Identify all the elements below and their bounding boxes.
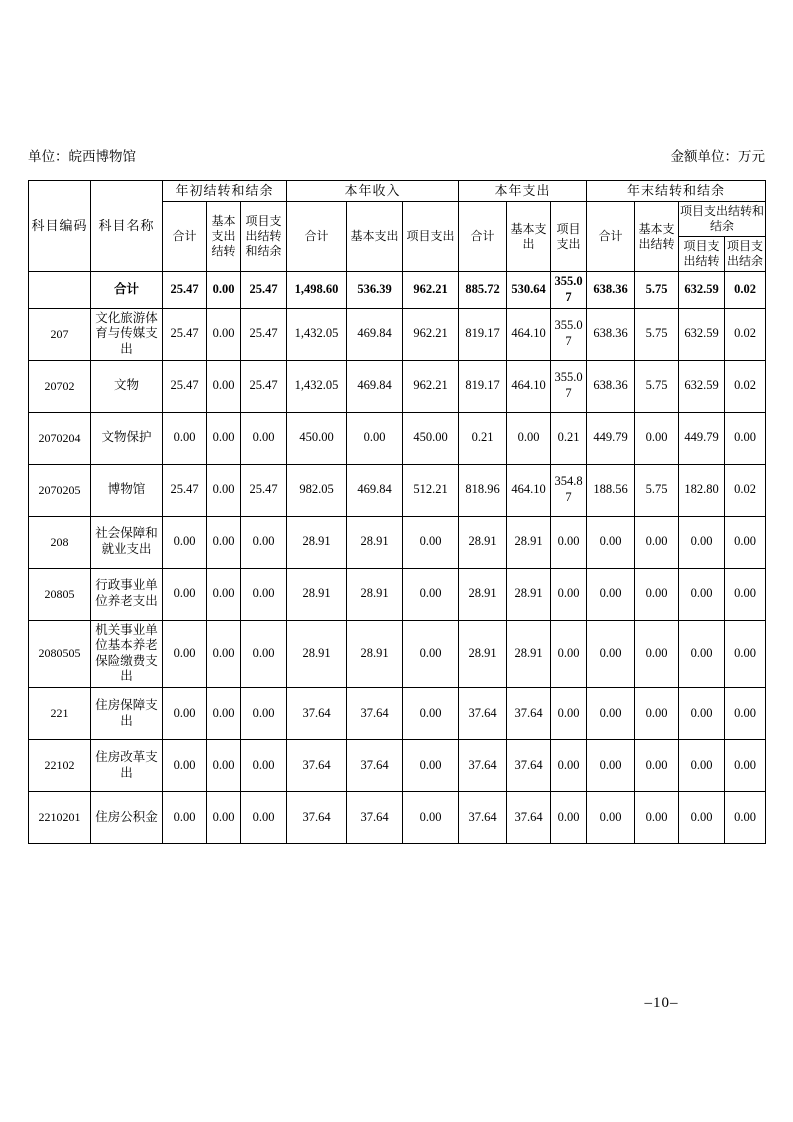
cell-value: 0.00 [403,620,459,688]
cell-value: 0.00 [587,620,635,688]
cell-value: 0.00 [679,792,725,844]
cell-value: 0.00 [403,792,459,844]
cell-value: 0.02 [725,308,766,360]
cell-value: 28.91 [507,568,551,620]
cell-value: 28.91 [287,620,347,688]
cell-value: 819.17 [459,360,507,412]
cell-value: 0.00 [587,688,635,740]
cell-value: 885.72 [459,272,507,308]
header-expend-basic: 基本支出 [507,202,551,272]
table-row [29,272,766,308]
cell-value: 450.00 [287,412,347,464]
cell-value: 0.00 [163,688,207,740]
cell-value: 469.84 [347,360,403,412]
cell-value: 37.64 [347,740,403,792]
cell-value: 0.00 [207,272,241,308]
cell-value: 28.91 [507,516,551,568]
cell-value: 0.00 [587,568,635,620]
cell-value: 632.59 [679,272,725,308]
cell-value: 0.21 [551,412,587,464]
header-group-year-expenditure: 本年支出 [459,181,587,202]
cell-value: 0.00 [725,412,766,464]
cell-value: 0.00 [241,568,287,620]
cell-value: 28.91 [287,516,347,568]
cell-value: 25.47 [163,308,207,360]
cell-value: 37.64 [347,792,403,844]
cell-value: 5.75 [635,308,679,360]
cell-value: 0.00 [241,516,287,568]
cell-code: 2070205 [29,464,91,516]
cell-value: 1,432.05 [287,308,347,360]
cell-value: 962.21 [403,360,459,412]
header-close-total: 合计 [587,202,635,272]
page-number: –10– [644,995,679,1011]
cell-name: 文化旅游体育与传媒支出 [91,308,163,360]
cell-code [29,272,91,308]
cell-value: 0.00 [163,516,207,568]
cell-code: 207 [29,308,91,360]
cell-value: 0.00 [725,792,766,844]
cell-value: 464.10 [507,360,551,412]
cell-value: 0.00 [207,412,241,464]
cell-value: 0.00 [587,792,635,844]
header-col-name: 科目名称 [91,181,163,272]
table-row [29,464,766,516]
cell-value: 37.64 [459,792,507,844]
cell-value: 37.64 [459,688,507,740]
header-col-code: 科目编码 [29,181,91,272]
cell-value: 28.91 [347,516,403,568]
cell-value: 638.36 [587,308,635,360]
cell-value: 25.47 [163,360,207,412]
cell-name: 文物保护 [91,412,163,464]
cell-value: 0.00 [725,740,766,792]
table-row [29,308,766,360]
cell-value: 0.00 [679,740,725,792]
cell-value: 0.00 [207,688,241,740]
header-row-groups [29,181,766,202]
cell-value: 0.00 [207,516,241,568]
cell-value: 355.07 [551,272,587,308]
cell-value: 0.00 [241,792,287,844]
table-row [29,568,766,620]
header-expend-project: 项目支出 [551,202,587,272]
cell-name: 社会保障和就业支出 [91,516,163,568]
cell-value: 0.00 [507,412,551,464]
cell-value: 0.00 [207,464,241,516]
meta-row [28,145,765,165]
cell-value: 0.00 [241,688,287,740]
cell-value: 0.00 [635,620,679,688]
cell-value: 5.75 [635,464,679,516]
amount-unit-label: 金额单位：万元 [670,149,765,164]
cell-value: 5.75 [635,272,679,308]
cell-name: 合计 [91,272,163,308]
cell-value: 37.64 [347,688,403,740]
cell-value: 0.00 [635,568,679,620]
cell-value: 469.84 [347,308,403,360]
cell-value: 0.00 [551,740,587,792]
cell-value: 0.00 [403,688,459,740]
header-close-project-group: 项目支出结转和结余 [679,202,766,237]
cell-value: 0.00 [403,568,459,620]
header-open-total: 合计 [163,202,207,272]
cell-name: 行政事业单位养老支出 [91,568,163,620]
cell-value: 0.00 [679,516,725,568]
cell-value: 28.91 [347,620,403,688]
cell-name: 住房公积金 [91,792,163,844]
cell-value: 632.59 [679,360,725,412]
cell-value: 450.00 [403,412,459,464]
cell-value: 28.91 [507,620,551,688]
cell-value: 0.00 [207,740,241,792]
cell-value: 1,432.05 [287,360,347,412]
cell-value: 0.00 [725,620,766,688]
cell-value: 37.64 [507,740,551,792]
cell-value: 0.00 [551,568,587,620]
header-open-basic-carryover: 基本支出结转 [207,202,241,272]
cell-name: 博物馆 [91,464,163,516]
cell-value: 962.21 [403,308,459,360]
cell-name: 机关事业单位基本养老保险缴费支出 [91,620,163,688]
cell-value: 0.00 [347,412,403,464]
cell-value: 530.64 [507,272,551,308]
cell-value: 0.00 [635,740,679,792]
cell-value: 0.00 [551,688,587,740]
cell-code: 20805 [29,568,91,620]
cell-value: 37.64 [459,740,507,792]
cell-value: 0.00 [207,308,241,360]
cell-value: 818.96 [459,464,507,516]
cell-value: 0.00 [241,620,287,688]
cell-value: 0.00 [587,740,635,792]
cell-value: 354.87 [551,464,587,516]
cell-value: 0.00 [725,688,766,740]
cell-value: 0.00 [163,740,207,792]
cell-name: 住房改革支出 [91,740,163,792]
cell-value: 0.00 [725,516,766,568]
header-group-opening-balance: 年初结转和结余 [163,181,287,202]
cell-code: 22102 [29,740,91,792]
table-row [29,792,766,844]
cell-value: 0.00 [587,516,635,568]
cell-value: 0.00 [207,360,241,412]
table-row [29,516,766,568]
cell-value: 0.00 [207,568,241,620]
header-close-project-carryover: 项目支出结转 [679,237,725,272]
table-row [29,620,766,688]
cell-value: 25.47 [241,464,287,516]
table-row [29,412,766,464]
cell-value: 1,498.60 [287,272,347,308]
cell-value: 188.56 [587,464,635,516]
cell-value: 37.64 [287,792,347,844]
cell-value: 28.91 [459,516,507,568]
header-income-basic: 基本支出 [347,202,403,272]
budget-table [28,180,766,844]
cell-value: 25.47 [241,308,287,360]
cell-value: 0.00 [163,620,207,688]
table-row [29,688,766,740]
table-body [29,272,766,844]
table-header [29,181,766,272]
cell-value: 37.64 [507,792,551,844]
cell-value: 449.79 [679,412,725,464]
cell-code: 2080505 [29,620,91,688]
cell-value: 25.47 [163,464,207,516]
cell-value: 0.00 [207,620,241,688]
header-income-project: 项目支出 [403,202,459,272]
cell-value: 0.00 [635,792,679,844]
cell-value: 0.00 [163,568,207,620]
cell-value: 0.02 [725,464,766,516]
cell-value: 464.10 [507,464,551,516]
cell-code: 20702 [29,360,91,412]
header-close-project-surplus: 项目支出结余 [725,237,766,272]
cell-value: 0.00 [679,688,725,740]
cell-value: 0.21 [459,412,507,464]
cell-value: 355.07 [551,308,587,360]
cell-value: 28.91 [347,568,403,620]
header-income-total: 合计 [287,202,347,272]
cell-code: 2070204 [29,412,91,464]
cell-value: 638.36 [587,360,635,412]
cell-code: 2210201 [29,792,91,844]
cell-value: 0.00 [635,516,679,568]
cell-value: 25.47 [163,272,207,308]
cell-value: 37.64 [287,688,347,740]
cell-value: 28.91 [459,620,507,688]
cell-value: 0.00 [551,792,587,844]
cell-value: 512.21 [403,464,459,516]
cell-value: 536.39 [347,272,403,308]
cell-value: 469.84 [347,464,403,516]
cell-name: 文物 [91,360,163,412]
cell-value: 632.59 [679,308,725,360]
table-row [29,360,766,412]
cell-value: 464.10 [507,308,551,360]
cell-value: 0.00 [207,792,241,844]
cell-value: 5.75 [635,360,679,412]
cell-value: 0.02 [725,360,766,412]
cell-value: 355.07 [551,360,587,412]
cell-value: 37.64 [287,740,347,792]
cell-code: 208 [29,516,91,568]
cell-value: 25.47 [241,360,287,412]
cell-value: 0.00 [679,620,725,688]
cell-value: 0.00 [725,568,766,620]
cell-value: 37.64 [507,688,551,740]
header-expend-total: 合计 [459,202,507,272]
cell-value: 0.00 [163,792,207,844]
cell-value: 0.00 [403,740,459,792]
cell-value: 819.17 [459,308,507,360]
cell-code: 221 [29,688,91,740]
cell-value: 982.05 [287,464,347,516]
cell-value: 0.00 [635,688,679,740]
cell-value: 182.80 [679,464,725,516]
cell-value: 0.02 [725,272,766,308]
cell-value: 28.91 [459,568,507,620]
cell-value: 28.91 [287,568,347,620]
cell-value: 0.00 [635,412,679,464]
cell-value: 0.00 [403,516,459,568]
cell-value: 0.00 [551,516,587,568]
cell-value: 0.00 [241,412,287,464]
cell-value: 638.36 [587,272,635,308]
cell-value: 962.21 [403,272,459,308]
header-group-closing-balance: 年末结转和结余 [587,181,766,202]
cell-name: 住房保障支出 [91,688,163,740]
cell-value: 0.00 [241,740,287,792]
cell-value: 25.47 [241,272,287,308]
cell-value: 0.00 [163,412,207,464]
cell-value: 0.00 [551,620,587,688]
cell-value: 449.79 [587,412,635,464]
unit-label: 单位：皖西博物馆 [28,149,136,164]
header-group-year-income: 本年收入 [287,181,459,202]
cell-value: 0.00 [679,568,725,620]
header-open-project-carryover: 项目支出结转和结余 [241,202,287,272]
table-row [29,740,766,792]
header-close-basic-carryover: 基本支出结转 [635,202,679,272]
